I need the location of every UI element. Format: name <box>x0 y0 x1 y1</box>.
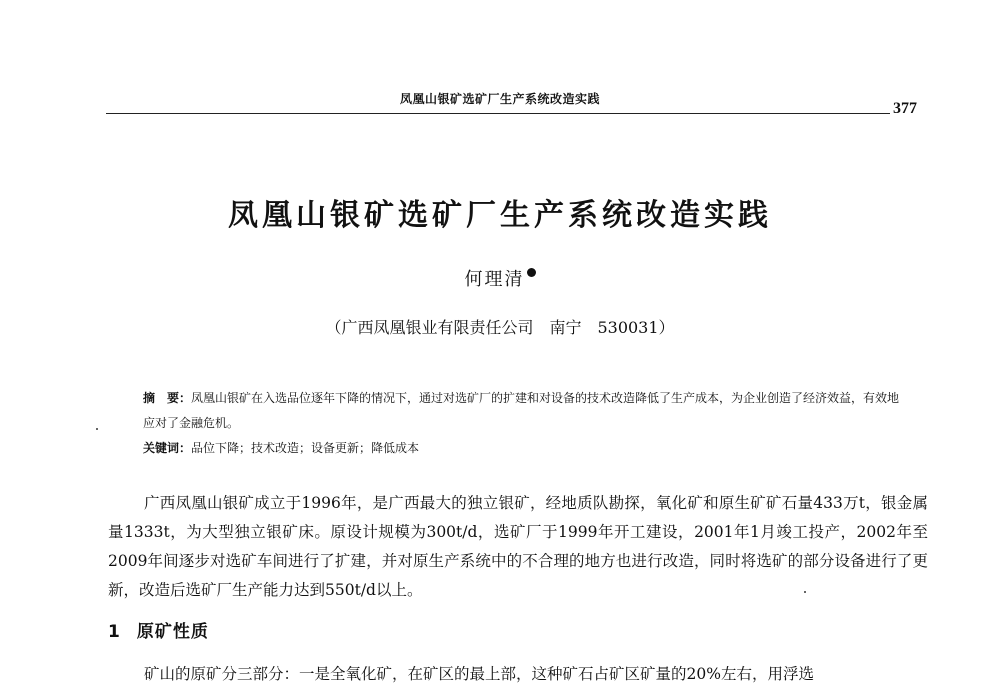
keywords-text: 品位下降；技术改造；设备更新；降低成本 <box>191 441 420 455</box>
abstract <box>143 386 903 436</box>
section-number: 1 <box>108 622 121 642</box>
section-title: 原矿性质 <box>136 622 209 642</box>
scan-speck <box>804 591 806 593</box>
running-head: 凤凰山银矿选矿厂生产系统改造实践 <box>399 92 600 106</box>
author-line <box>0 265 1000 291</box>
keywords-label: 关键词： <box>143 441 192 455</box>
abstract-text: 凤凰山银矿在入选品位逐年下降的情况下，通过对选矿厂的扩建和对设备的技术改造降低了生产成本，为企业创造了经济效益，有效地应对了金融危机。 <box>143 391 900 430</box>
abstract-block <box>143 386 903 461</box>
affiliation: （广西凤凰银业有限责任公司 南宁 530031） <box>325 318 675 337</box>
header-rule <box>106 113 890 114</box>
keywords <box>143 436 903 461</box>
author-name: 何理清 <box>464 269 525 290</box>
page-number: 377 <box>893 100 917 117</box>
abstract-label: 摘 要： <box>143 391 192 405</box>
author-note-marker <box>527 268 536 277</box>
section-heading <box>108 617 209 642</box>
scan-speck <box>96 428 98 430</box>
article-title: 凤凰山银矿选矿厂生产系统改造实践 <box>228 198 772 233</box>
section-paragraph: 矿山的原矿分三部分：一是全氧化矿，在矿区的最上部，这种矿石占矿区矿量的20%左右，用浮选 <box>144 665 814 683</box>
intro-paragraph: 广西凤凰山银矿成立于1996年，是广西最大的独立银矿，经地质队勘探，氧化矿和原生矿矿石量433万t，银金属量1333t，为大型独立银矿床。原设计规模为300t/d，选矿厂于1999年开工建设，2001年1月竣工投产，2002年至2009年间逐步对选矿车间进行了扩建，并对原生产系统中的不合理的地方也进行改造，同时将选矿的部分设备进行了更新，改造后选矿厂生产能力达到550t/d以上。 <box>108 494 928 599</box>
